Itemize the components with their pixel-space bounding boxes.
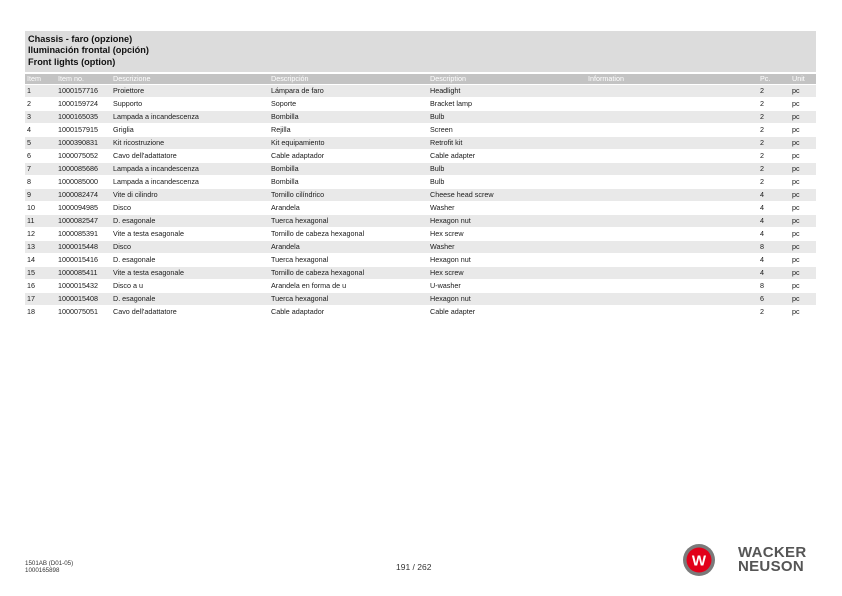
cell-description-english: Hex screw bbox=[428, 267, 586, 280]
cell-description-english: Cable adapter bbox=[430, 151, 476, 160]
cell-item-number: 9 bbox=[25, 189, 56, 202]
cell-unit: pc bbox=[792, 281, 800, 290]
cell-description-italian: Cavo dell'adattatore bbox=[113, 307, 177, 316]
cell-description-spanish: Tuerca hexagonal bbox=[271, 255, 329, 264]
cell-quantity: 8 bbox=[758, 241, 790, 254]
cell-unit: pc bbox=[790, 85, 816, 98]
cell-unit: pc bbox=[790, 189, 816, 202]
document-code bbox=[25, 560, 73, 574]
column-header-descrizione: Descrizione bbox=[111, 74, 269, 85]
brand-logo-text bbox=[738, 546, 806, 574]
document-code-revision: 1501AB (D01-05) bbox=[25, 560, 74, 567]
cell-part-number: 1000085411 bbox=[56, 267, 111, 280]
cell-description-spanish: Tuerca hexagonal bbox=[269, 293, 428, 306]
table-row bbox=[25, 111, 816, 124]
table-row bbox=[25, 85, 816, 98]
cell-item-number: 4 bbox=[27, 125, 31, 134]
cell-description-spanish: Arandela en forma de u bbox=[271, 281, 347, 290]
table-row bbox=[25, 306, 816, 319]
cell-description-english: Hexagon nut bbox=[428, 215, 586, 228]
cell-description-spanish: Soporte bbox=[271, 99, 297, 108]
cell-unit: pc bbox=[790, 293, 816, 306]
cell-unit: pc bbox=[790, 267, 816, 280]
column-header-information: Information bbox=[586, 74, 758, 85]
cell-information bbox=[586, 215, 758, 228]
table-row bbox=[25, 254, 816, 267]
cell-quantity: 4 bbox=[758, 215, 790, 228]
cell-description-english: Bulb bbox=[428, 111, 586, 124]
cell-part-number: 1000085000 bbox=[58, 177, 98, 186]
cell-information bbox=[586, 124, 758, 137]
cell-description-english: U-washer bbox=[430, 281, 461, 290]
cell-description-english: Cable adapter bbox=[430, 307, 476, 316]
cell-description-spanish: Tornillo cilíndrico bbox=[269, 189, 428, 202]
cell-information bbox=[586, 241, 758, 254]
cell-description-italian: Vite a testa esagonale bbox=[111, 267, 269, 280]
cell-part-number: 1000157716 bbox=[56, 85, 111, 98]
cell-information bbox=[586, 176, 758, 189]
cell-item-number: 1 bbox=[25, 85, 56, 98]
cell-part-number: 1000159724 bbox=[58, 99, 98, 108]
cell-part-number: 1000082474 bbox=[56, 189, 111, 202]
cell-information bbox=[586, 293, 758, 306]
cell-item-number: 14 bbox=[27, 255, 35, 264]
cell-item-number: 15 bbox=[25, 267, 56, 280]
cell-quantity: 4 bbox=[760, 255, 764, 264]
column-header-pc: Pc. bbox=[758, 74, 790, 85]
cell-information bbox=[586, 85, 758, 98]
cell-description-italian: Disco a u bbox=[113, 281, 143, 290]
cell-description-english: Washer bbox=[428, 241, 586, 254]
cell-quantity: 2 bbox=[760, 177, 764, 186]
parts-table-body bbox=[25, 85, 816, 319]
cell-unit: pc bbox=[792, 203, 800, 212]
cell-description-english: Headlight bbox=[428, 85, 586, 98]
table-header-row bbox=[25, 74, 816, 85]
cell-description-italian: Disco bbox=[113, 203, 131, 212]
table-row bbox=[25, 267, 816, 280]
cell-part-number: 1000094985 bbox=[58, 203, 98, 212]
cell-description-spanish: Lámpara de faro bbox=[269, 85, 428, 98]
cell-quantity: 4 bbox=[758, 189, 790, 202]
cell-description-english: Hexagon nut bbox=[430, 255, 471, 264]
cell-description-spanish: Arandela bbox=[269, 241, 428, 254]
cell-description-spanish: Tornillo de cabeza hexagonal bbox=[269, 267, 428, 280]
column-header-item: Item bbox=[25, 74, 56, 85]
cell-item-number: 12 bbox=[27, 229, 35, 238]
cell-part-number: 1000390831 bbox=[56, 137, 111, 150]
cell-part-number: 1000085686 bbox=[56, 163, 111, 176]
cell-information bbox=[586, 228, 758, 241]
cell-information bbox=[586, 280, 758, 293]
cell-unit: pc bbox=[790, 241, 816, 254]
cell-description-italian: D. esagonale bbox=[111, 215, 269, 228]
cell-quantity: 4 bbox=[758, 267, 790, 280]
cell-description-spanish: Kit equipamiento bbox=[269, 137, 428, 150]
logo-mark-letter: W bbox=[691, 552, 707, 570]
cell-part-number: 1000015408 bbox=[56, 293, 111, 306]
cell-part-number: 1000015432 bbox=[58, 281, 98, 290]
cell-item-number: 7 bbox=[25, 163, 56, 176]
cell-unit: pc bbox=[792, 151, 800, 160]
cell-quantity: 2 bbox=[760, 125, 764, 134]
cell-description-italian: Lampada a incandescenza bbox=[113, 177, 199, 186]
cell-part-number: 1000015416 bbox=[58, 255, 98, 264]
page-title-box bbox=[25, 31, 816, 72]
cell-quantity: 2 bbox=[760, 307, 764, 316]
cell-description-spanish: Bombilla bbox=[269, 111, 428, 124]
cell-information bbox=[586, 202, 758, 215]
cell-description-spanish: Rejilla bbox=[271, 125, 291, 134]
cell-unit: pc bbox=[792, 99, 800, 108]
cell-description-italian: Supporto bbox=[113, 99, 143, 108]
cell-quantity: 8 bbox=[760, 281, 764, 290]
cell-part-number: 1000085391 bbox=[58, 229, 98, 238]
brand-name-line2: NEUSON bbox=[738, 558, 804, 575]
cell-information bbox=[586, 150, 758, 163]
cell-description-italian: Proiettore bbox=[111, 85, 269, 98]
cell-description-english: Bulb bbox=[428, 163, 586, 176]
cell-description-italian: Lampada a incandescenza bbox=[111, 163, 269, 176]
cell-unit: pc bbox=[792, 255, 800, 264]
cell-description-spanish: Tuerca hexagonal bbox=[269, 215, 428, 228]
cell-item-number: 2 bbox=[27, 99, 31, 108]
wacker-neuson-logo-icon bbox=[682, 543, 716, 577]
cell-unit: pc bbox=[792, 125, 800, 134]
cell-part-number: 1000157915 bbox=[58, 125, 98, 134]
cell-quantity: 2 bbox=[758, 85, 790, 98]
cell-quantity: 4 bbox=[760, 229, 764, 238]
cell-quantity: 2 bbox=[758, 137, 790, 150]
cell-quantity: 2 bbox=[760, 151, 764, 160]
cell-description-spanish: Tornillo de cabeza hexagonal bbox=[271, 229, 365, 238]
cell-unit: pc bbox=[790, 111, 816, 124]
cell-information bbox=[586, 189, 758, 202]
cell-description-english: Retrofit kit bbox=[428, 137, 586, 150]
cell-description-spanish: Bombilla bbox=[271, 177, 299, 186]
cell-information bbox=[586, 267, 758, 280]
cell-description-english: Bracket lamp bbox=[430, 99, 472, 108]
brand-name-line1: WACKER bbox=[738, 544, 807, 561]
cell-information bbox=[586, 111, 758, 124]
column-header-unit: Unit bbox=[790, 74, 816, 85]
cell-item-number: 18 bbox=[27, 307, 35, 316]
document-number: 1000165898 bbox=[25, 567, 60, 574]
cell-item-number: 13 bbox=[25, 241, 56, 254]
cell-description-english: Washer bbox=[430, 203, 455, 212]
cell-item-number: 8 bbox=[27, 177, 31, 186]
cell-part-number: 1000165035 bbox=[56, 111, 111, 124]
cell-quantity: 2 bbox=[758, 111, 790, 124]
cell-description-english: Cheese head screw bbox=[428, 189, 586, 202]
cell-item-number: 3 bbox=[25, 111, 56, 124]
cell-unit: pc bbox=[790, 137, 816, 150]
cell-item-number: 6 bbox=[27, 151, 31, 160]
table-row bbox=[25, 228, 816, 241]
cell-information bbox=[586, 306, 758, 319]
cell-part-number: 1000082547 bbox=[56, 215, 111, 228]
cell-description-italian: D. esagonale bbox=[113, 255, 156, 264]
cell-unit: pc bbox=[792, 229, 800, 238]
cell-description-italian: D. esagonale bbox=[111, 293, 269, 306]
cell-part-number: 1000015448 bbox=[56, 241, 111, 254]
table-row bbox=[25, 137, 816, 150]
cell-quantity: 2 bbox=[758, 163, 790, 176]
cell-item-number: 5 bbox=[25, 137, 56, 150]
cell-item-number: 17 bbox=[25, 293, 56, 306]
cell-unit: pc bbox=[790, 215, 816, 228]
cell-quantity: 2 bbox=[760, 99, 764, 108]
cell-description-spanish: Cable adaptador bbox=[271, 151, 325, 160]
cell-description-english: Screen bbox=[430, 125, 453, 134]
column-header-item-no: Item no. bbox=[56, 74, 111, 85]
table-row bbox=[25, 215, 816, 228]
cell-part-number: 1000075052 bbox=[58, 151, 98, 160]
cell-description-italian: Griglia bbox=[113, 125, 134, 134]
cell-part-number: 1000075051 bbox=[58, 307, 98, 316]
cell-description-spanish: Bombilla bbox=[269, 163, 428, 176]
table-row bbox=[25, 241, 816, 254]
cell-description-italian: Cavo dell'adattatore bbox=[113, 151, 177, 160]
table-row bbox=[25, 280, 816, 293]
table-row bbox=[25, 163, 816, 176]
table-row bbox=[25, 98, 816, 111]
page-title-spanish: Iluminación frontal (opción) bbox=[28, 45, 149, 56]
cell-item-number: 10 bbox=[27, 203, 35, 212]
cell-item-number: 11 bbox=[25, 215, 56, 228]
cell-description-spanish: Arandela bbox=[271, 203, 300, 212]
cell-description-italian: Lampada a incandescenza bbox=[111, 111, 269, 124]
cell-description-english: Bulb bbox=[430, 177, 445, 186]
cell-quantity: 6 bbox=[758, 293, 790, 306]
cell-information bbox=[586, 98, 758, 111]
parts-table bbox=[25, 74, 816, 319]
cell-information bbox=[586, 137, 758, 150]
cell-information bbox=[586, 163, 758, 176]
table-row bbox=[25, 189, 816, 202]
cell-unit: pc bbox=[792, 177, 800, 186]
column-header-descripcion: Descripción bbox=[269, 74, 428, 85]
table-row bbox=[25, 176, 816, 189]
table-row bbox=[25, 293, 816, 306]
cell-description-italian: Disco bbox=[111, 241, 269, 254]
page-number: 191 / 262 bbox=[396, 562, 432, 572]
cell-description-italian: Kit ricostruzione bbox=[111, 137, 269, 150]
table-row bbox=[25, 124, 816, 137]
table-row bbox=[25, 202, 816, 215]
cell-description-italian: Vite di cilindro bbox=[111, 189, 269, 202]
cell-description-spanish: Cable adaptador bbox=[271, 307, 325, 316]
cell-information bbox=[586, 254, 758, 267]
cell-description-english: Hex screw bbox=[430, 229, 464, 238]
table-row bbox=[25, 150, 816, 163]
cell-quantity: 4 bbox=[760, 203, 764, 212]
cell-unit: pc bbox=[792, 307, 800, 316]
cell-unit: pc bbox=[790, 163, 816, 176]
page-title-italian: Chassis - faro (opzione) bbox=[28, 34, 133, 44]
cell-item-number: 16 bbox=[27, 281, 35, 290]
page-title-english: Front lights (option) bbox=[28, 56, 116, 67]
cell-description-english: Hexagon nut bbox=[428, 293, 586, 306]
column-header-description: Description bbox=[428, 74, 586, 85]
cell-description-italian: Vite a testa esagonale bbox=[113, 229, 184, 238]
